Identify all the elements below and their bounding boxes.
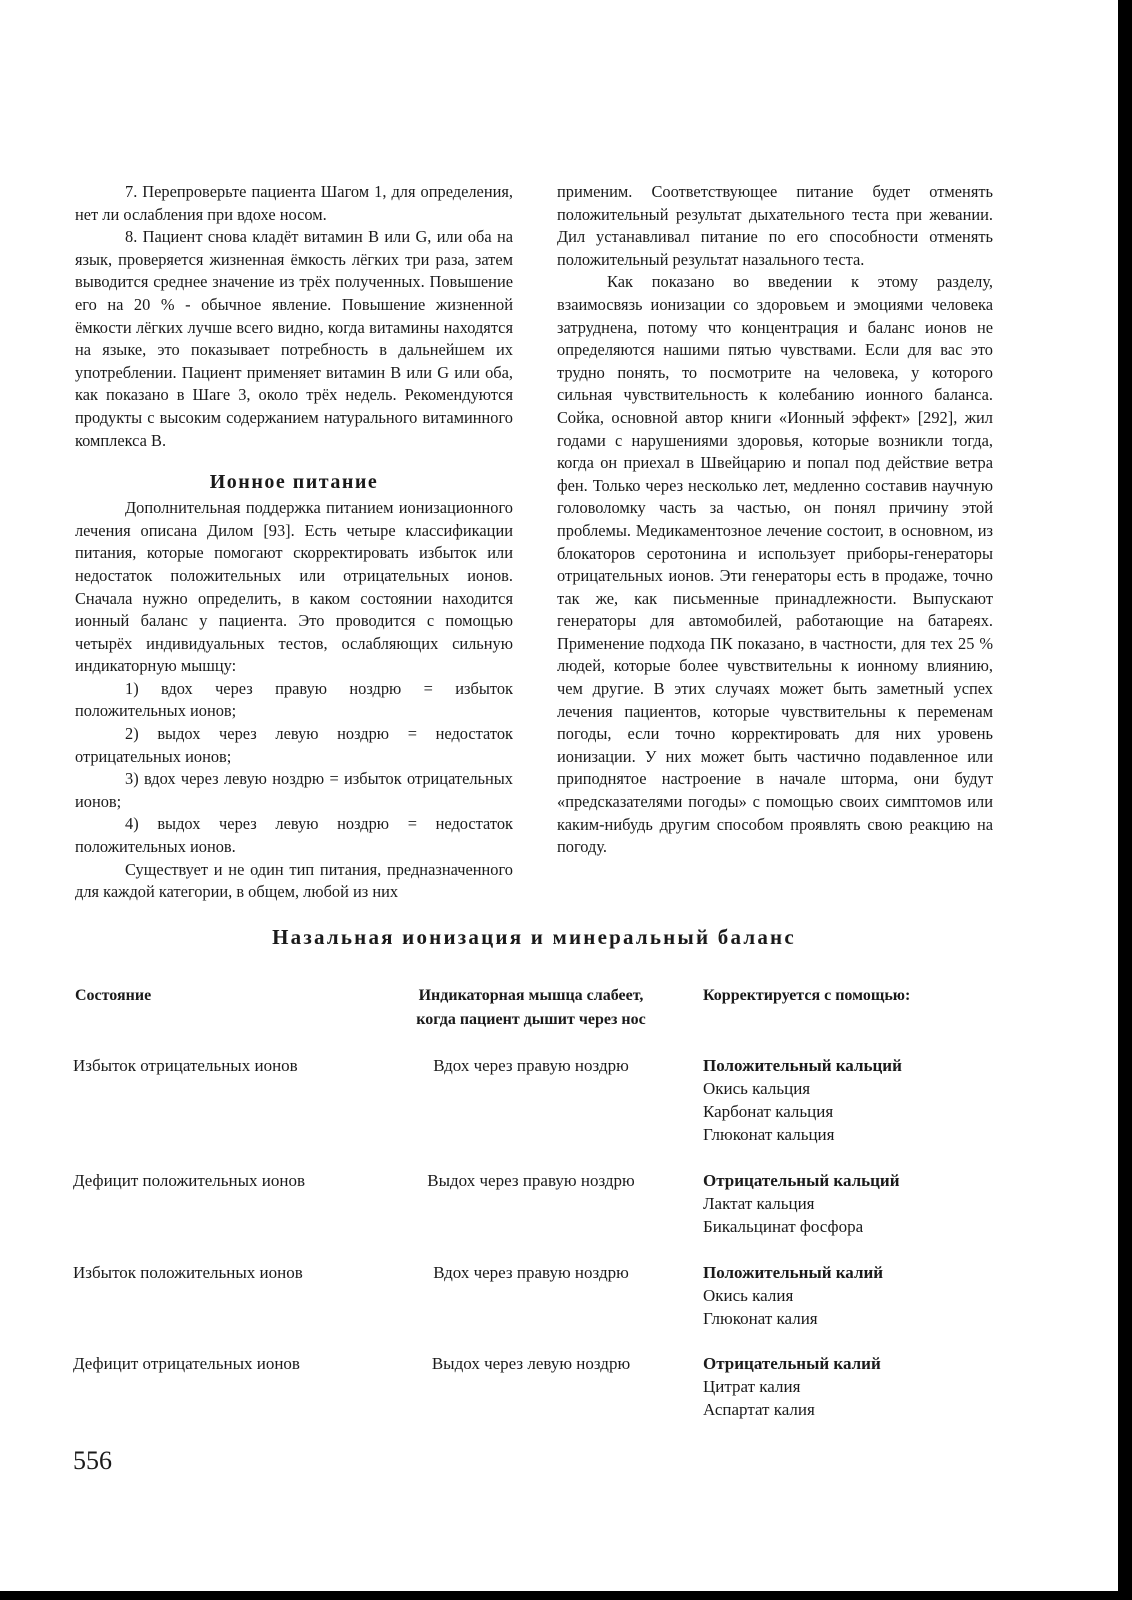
row3-indicator: Вдох через правую ноздрю bbox=[433, 1263, 629, 1282]
header-corrected: Корректируется с помощью: bbox=[703, 987, 911, 1004]
row3-remedy-item: Глюконат калия bbox=[703, 1309, 818, 1328]
row4-remedy-item: Цитрат калия bbox=[703, 1377, 801, 1396]
test-item-1: 1) вдох через правую ноздрю = избыток положительных ионов; bbox=[75, 678, 513, 721]
row1-remedy bbox=[703, 1054, 902, 1146]
row2-remedy bbox=[703, 1169, 900, 1238]
row3-remedy-title: Положительный калий bbox=[703, 1263, 884, 1282]
paragraph-step-7: 7. Перепроверьте пациента Шагом 1, для определения, нет ли ослабления при вдохе носом. bbox=[75, 182, 513, 224]
paragraph-ionization: Как показано во введении к этому разделу, взаимосвязь ионизации со здоровьем и эмоциями человека затруднена, потому что концентрация и баланс ионов не определяются нашими пятью чувствами. Если для вас это трудно понять, то посмотрите на человека, у которого сильная чувствительность к колебанию ионного баланса. Сойка, основной автор книги «Ионный эффект» [292], жил годами с нарушениями здоровья, которые возникли тогда, когда он приехал в Швейцарию и попал под действие ветра фен. Только через несколько лет, медленно составив научную головоломку часть за частью, он понял причину этой проблемы. Медикаментозное лечение состоит, в основном, из блокаторов серотонина и использует приборы-генераторы отрицательных ионов. Эти генераторы есть в продаже, точно так же, как письменные принадлежности. Выпускают генераторы для автомобилей, работающие на батареях. Применение подхода ПК показано, в частности, для тех 25 % людей, которые более чувствительны к ионному влиянию, чем другие. В этих случаях может быть заметный успех лечения пациентов, которые чувствительны к переменам погоды, если точно корректировать для них уровень ионизации. У них может быть частично подавленное или приподнятое настроение в начале шторма, они будут «предсказателями погоды» с помощью своих симптомов или каким-нибудь другим способом проявлять свою реакцию на погоду. bbox=[557, 272, 993, 857]
header-state: Состояние bbox=[75, 987, 152, 1004]
row3-remedy-item: Окись калия bbox=[703, 1286, 794, 1305]
section-heading: Ионное питание bbox=[209, 471, 379, 494]
scan-edge-right bbox=[1118, 0, 1132, 1600]
paragraph-continuation: применим. Соответствующее питание будет отменять положительный результат дыхательного теста при жевании. Дил устанавливал питание по его способности отменять положительный результат назального теста. bbox=[557, 182, 993, 269]
row3-state: Избыток положительных ионов bbox=[73, 1263, 303, 1282]
row1-remedy-title: Положительный кальций bbox=[703, 1056, 902, 1075]
header-indicator-line1: Индикаторная мышца слабеет, bbox=[418, 987, 644, 1004]
row4-indicator: Выдох через левую ноздрю bbox=[431, 1354, 631, 1373]
scan-edge-bottom bbox=[0, 1591, 1132, 1600]
row4-state: Дефицит отрицательных ионов bbox=[73, 1354, 300, 1373]
row1-state: Избыток отрицательных ионов bbox=[73, 1056, 298, 1075]
row2-remedy-item: Лактат кальция bbox=[703, 1194, 815, 1213]
test-item-3: 3) вдох через левую ноздрю = избыток отрицательных ионов; bbox=[75, 769, 513, 811]
row4-remedy-title: Отрицательный калий bbox=[703, 1354, 881, 1373]
row4-remedy bbox=[703, 1352, 881, 1421]
left-column bbox=[75, 181, 513, 904]
row2-remedy-title: Отрицательный кальций bbox=[703, 1171, 900, 1190]
row2-indicator: Выдох через правую ноздрю bbox=[427, 1171, 635, 1190]
page-number: 556 bbox=[73, 1446, 112, 1475]
header-indicator bbox=[400, 984, 662, 1032]
table-title: Назальная ионизация и минеральный баланс bbox=[272, 925, 796, 949]
header-indicator-line2: когда пациент дышит через нос bbox=[416, 1011, 646, 1028]
paragraph-step-8: 8. Пациент снова кладёт витамин В или G, или оба на язык, проверяется жизненная ёмкость лёгких три раза, затем выводится среднее значение из трёх полученных. Повышение его на 20 % - обычное явление. Повышение жизненной ёмкости лёгких лучше всего видно, когда витамины находятся на языке, это показывает потребность в дальнейшем их употреблении. Пациент применяет витамин В или G или оба, как показано в Шаге 3, около трёх недель. Рекомендуются продукты с высоким содержанием натурального витаминного комплекса В. bbox=[75, 227, 513, 450]
row1-remedy-item: Глюконат кальция bbox=[703, 1125, 835, 1144]
test-item-2: 2) выдох через левую ноздрю = недостаток отрицательных ионов; bbox=[75, 724, 513, 766]
right-column bbox=[557, 181, 993, 859]
row1-indicator: Вдох через правую ноздрю bbox=[433, 1056, 629, 1075]
row3-remedy bbox=[703, 1261, 883, 1330]
row1-remedy-item: Окись кальция bbox=[703, 1079, 811, 1098]
paragraph-nutrition: Существует и не один тип питания, предназначенного для каждой категории, в общем, любой из них bbox=[75, 859, 513, 902]
paragraph-intro: Дополнительная поддержка питанием ионизационного лечения описана Дилом [93]. Есть четыре классификации питания, которые помогают скорректировать избыток или недостаток положительных или отрицательных ионов. Сначала нужно определить, в каком состоянии находится ионный баланс у пациента. Это проводится с помощью четырёх индивидуальных тестов, ослабляющих сильную индикаторную мышцу: bbox=[75, 498, 513, 676]
row2-state: Дефицит положительных ионов bbox=[73, 1171, 306, 1190]
test-item-4: 4) выдох через левую ноздрю = недостаток положительных ионов. bbox=[75, 814, 513, 857]
row2-remedy-item: Бикальцинат фосфора bbox=[703, 1217, 864, 1236]
row4-remedy-item: Аспартат калия bbox=[703, 1400, 815, 1419]
row1-remedy-item: Карбонат кальция bbox=[703, 1102, 834, 1121]
